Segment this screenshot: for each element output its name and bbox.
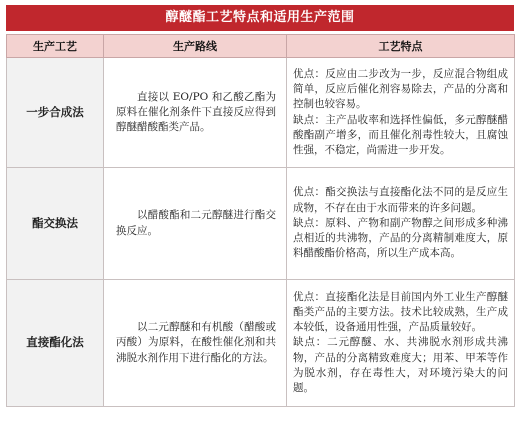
method-cell: 直接酯化法: [7, 280, 104, 407]
disadvantages-text: 缺点：二元醇醚、水、共沸脱水剂形成共沸物，产品的分离精致难度大；用苯、甲苯等作为脱水剂，存在毒性大，对环境污染大的问题。: [293, 336, 508, 394]
disadvantages-text: 缺点：原料、产物和副产物醇之间形成多种沸点相近的共沸物，产品的分离精制难度大，原料醋酸酯价格高，所以生产成本高。: [293, 216, 508, 260]
route-cell: 直接以 EO/PO 和乙酸乙酯为原料在催化剂条件下直接反应得到醇醚醋酸酯类产品。: [104, 58, 287, 168]
table-title: 醇醚酯工艺特点和适用生产范围: [6, 5, 514, 31]
features-cell: [287, 168, 515, 280]
method-cell: 一步合成法: [7, 58, 104, 168]
header-method: 生产工艺: [7, 35, 104, 58]
table-row: [7, 280, 515, 407]
disadvantages-text: 缺点：主产品收率和选择性偏低，多元醇醚醋酸酯副产增多，而且催化剂毒性较大，且腐蚀性强，不稳定，尚需进一步开发。: [293, 113, 508, 156]
route-cell: 以醋酸酯和二元醇醚进行酯交换反应。: [104, 168, 287, 280]
features-cell: [287, 280, 515, 407]
advantages-text: 优点：直接酯化法是目前国内外工业生产醇醚酯类产品的主要方法。技术比较成熟，生产成本较低，设备通用性强，产品质量较好。: [293, 290, 508, 334]
header-route: 生产路线: [104, 35, 287, 58]
header-features: 工艺特点: [287, 35, 515, 58]
table-row: [7, 58, 515, 168]
features-cell: [287, 58, 515, 168]
header-row: [7, 35, 515, 58]
process-table-figure: [6, 5, 514, 425]
route-cell: 以二元醇醚和有机酸（醋酸或丙酸）为原料，在酸性催化剂和共沸脱水剂作用下进行酯化的方法。: [104, 280, 287, 407]
advantages-text: 优点：反应由二步改为一步，反应混合物组成简单，反应后催化剂容易除去，产品的分离和控制也较容易。: [293, 67, 508, 111]
advantages-text: 优点：酯交换法与直接酯化法不同的是反应生成物，不存在由于水而带来的许多问题。: [293, 186, 508, 214]
process-table: [6, 34, 515, 407]
table-row: [7, 168, 515, 280]
method-cell: 酯交换法: [7, 168, 104, 280]
